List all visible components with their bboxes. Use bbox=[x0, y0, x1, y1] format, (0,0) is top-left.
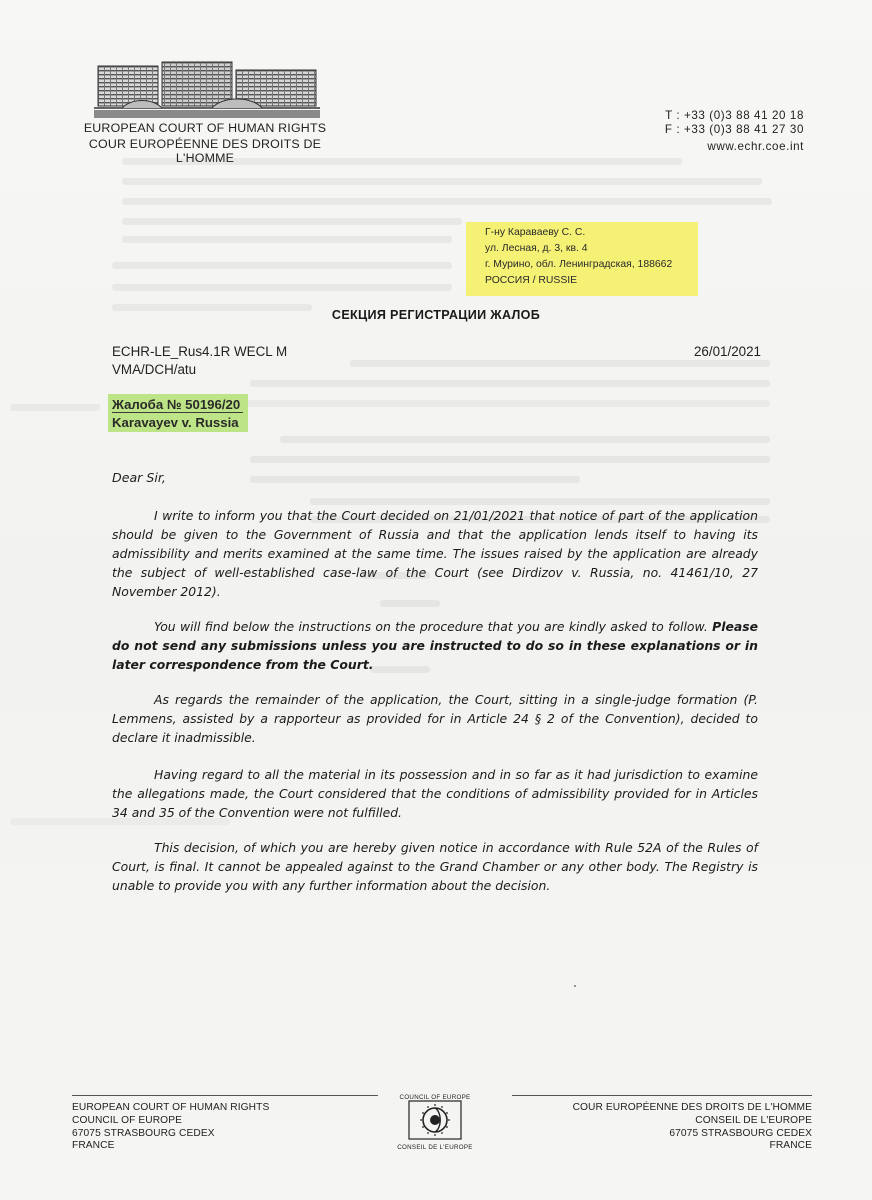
case-number: Жалоба № 50196/20 bbox=[112, 397, 241, 412]
footer-line: FRANCE bbox=[72, 1140, 115, 1152]
council-of-europe-logo bbox=[396, 1092, 474, 1150]
case-number-underline bbox=[112, 412, 243, 413]
recipient-city: г. Мурино, обл. Ленинградская, 188662 bbox=[485, 259, 673, 270]
court-name-fr: COUR EUROPÉENNE DES DROITS DE L'HOMME bbox=[88, 137, 322, 165]
phone-number: T : +33 (0)3 88 41 20 18 bbox=[665, 109, 804, 122]
scan-speck bbox=[574, 985, 576, 987]
fax-number: F : +33 (0)3 88 41 27 30 bbox=[664, 123, 804, 136]
footer-line: COUR EUROPÉENNE DES DROITS DE L'HOMME bbox=[572, 1102, 812, 1113]
reference-code: ECHR-LE_Rus4.1R WECL M bbox=[112, 344, 288, 359]
reference-initials: VMA/DCH/atu bbox=[112, 362, 197, 377]
footer-line: 67075 STRASBOURG CEDEX bbox=[72, 1127, 215, 1139]
paragraph-inadmissible: As regards the remainder of the application, the Court, sitting in a single-judge formation (P. Lemmens, assisted by a rapporteur as provided for in Article 24 § 2 of the Convention), decided to declare it inadmissible. bbox=[112, 692, 758, 745]
footer-address-fr bbox=[573, 1102, 812, 1153]
footer-line: CONSEIL DE L'EUROPE bbox=[695, 1114, 812, 1126]
recipient-name: Г-ну Караваеву С. С. bbox=[485, 227, 586, 238]
instructions-warning: Please do not send any submissions unless you are instructed to do so in these explanations or in later correspondence from the Court. bbox=[112, 619, 758, 672]
salutation: Dear Sir, bbox=[112, 470, 166, 485]
footer-address-en bbox=[72, 1102, 269, 1153]
footer-line: COUNCIL OF EUROPE bbox=[72, 1114, 183, 1126]
echr-building-logo bbox=[92, 58, 322, 120]
footer-line: EUROPEAN COURT OF HUMAN RIGHTS bbox=[72, 1102, 270, 1113]
letter-date: 26/01/2021 bbox=[693, 344, 761, 359]
footer-rule-left bbox=[72, 1095, 378, 1096]
paragraph-conditions: Having regard to all the material in its possession and in so far as it had jurisdiction to examine the allegations made, the Court considered that the conditions of admissibility provided for in Articles 34 and 35 of the Convention were not fulfilled. bbox=[112, 767, 758, 820]
coe-label-en: COUNCIL OF EUROPE bbox=[399, 1094, 471, 1101]
website-link[interactable]: www.echr.coe.int bbox=[707, 140, 804, 153]
paragraph-notice: I write to inform you that the Court decided on 21/01/2021 that notice of part of the application should be given to the Government of Russia and that the application lends itself to having its admissibility and merits examined at the same time. The issues raised by the application are already the subject of well-established case-law of the Court (see Dirdizov v. Russia, no. 41461/10, 27 November 2012). bbox=[112, 508, 758, 599]
section-title: СЕКЦИЯ РЕГИСТРАЦИИ ЖАЛОБ bbox=[331, 308, 541, 322]
court-name-en: EUROPEAN COURT OF HUMAN RIGHTS bbox=[83, 121, 327, 135]
footer-line: 67075 STRASBOURG CEDEX bbox=[669, 1127, 812, 1139]
case-title: Karavayev v. Russia bbox=[112, 415, 239, 430]
recipient-street: ул. Лесная, д. 3, кв. 4 bbox=[485, 243, 588, 254]
paragraph-final-decision: This decision, of which you are hereby given notice in accordance with Rule 52A of the Rules of Court, is final. It cannot be appealed against to the Grand Chamber or any other body. The Registry is unable to provide you with any further information about the decision. bbox=[112, 840, 758, 893]
recipient-country: РОССИЯ / RUSSIE bbox=[485, 275, 578, 286]
paragraph-instructions bbox=[112, 617, 758, 674]
footer-line: FRANCE bbox=[769, 1140, 812, 1152]
footer-rule-right bbox=[512, 1095, 812, 1096]
instructions-text: You will find below the instructions on the procedure that you are kindly asked to follow. bbox=[154, 619, 713, 634]
coe-label-fr: CONSEIL DE L'EUROPE bbox=[397, 1144, 473, 1151]
